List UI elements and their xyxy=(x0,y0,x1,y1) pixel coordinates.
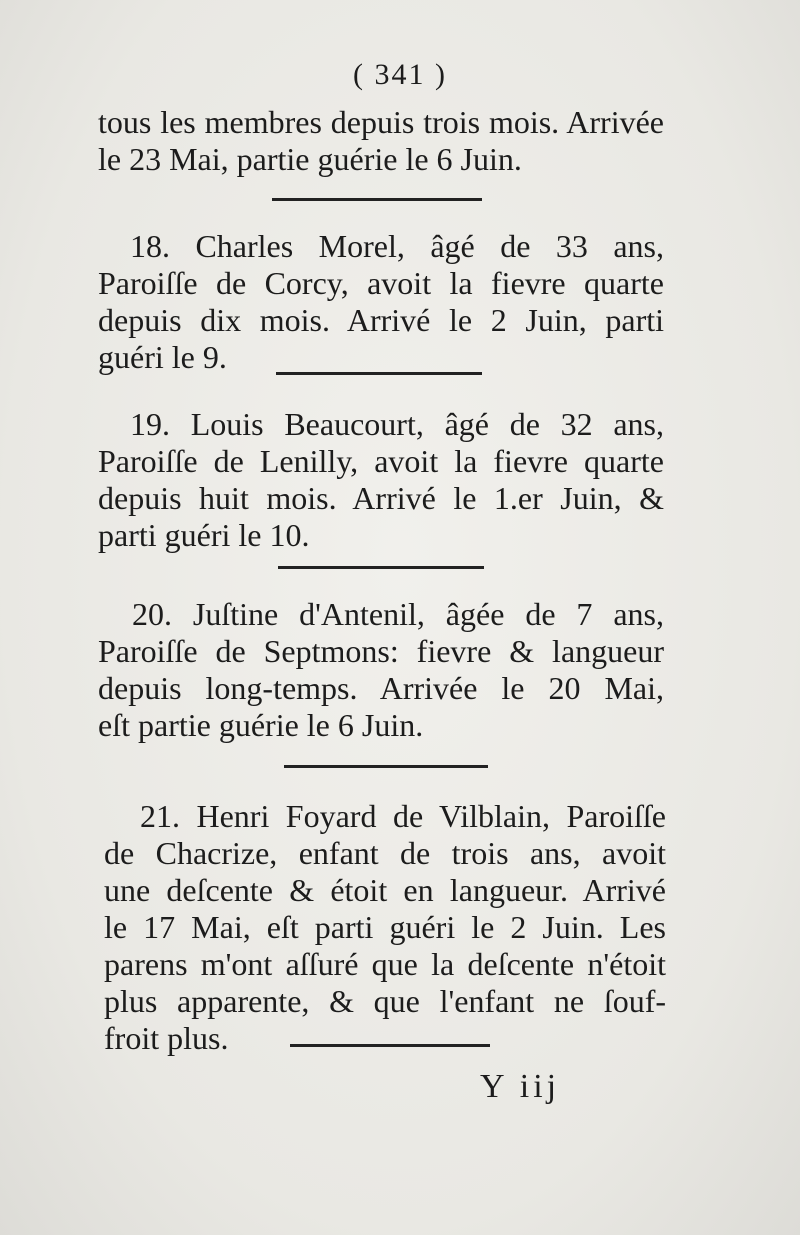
section-divider xyxy=(276,372,482,375)
text-line: Paroiſſe de Lenilly, avoit la fievre quarte xyxy=(98,443,664,479)
text-line: le 23 Mai, partie guérie le 6 Juin. xyxy=(98,141,522,177)
text-line: froit plus. xyxy=(104,1020,229,1056)
text-line: 18. Charles Morel, âgé de 33 ans, xyxy=(130,228,664,264)
text-line: eſt partie guérie le 6 Juin. xyxy=(98,707,424,743)
text-line: depuis huit mois. Arrivé le 1.er Juin, & xyxy=(98,480,664,516)
section-divider xyxy=(290,1044,490,1047)
text-line: de Chacrize, enfant de trois ans, avoit xyxy=(104,835,666,871)
text-line: une deſcente & étoit en langueur. Arrivé xyxy=(104,872,666,908)
section-divider xyxy=(284,765,488,768)
entry-20 xyxy=(98,596,664,744)
entry-21 xyxy=(104,798,666,1057)
text-line: parens m'ont aſſuré que la deſcente n'étoit xyxy=(104,946,666,982)
text-line: depuis long-temps. Arrivée le 20 Mai, xyxy=(98,670,664,706)
text-line: parti guéri le 10. xyxy=(98,517,310,553)
entry-18 xyxy=(98,228,664,376)
text-line: 19. Louis Beaucourt, âgé de 32 ans, xyxy=(130,406,664,442)
text-line: 20. Juſtine d'Antenil, âgée de 7 ans, xyxy=(132,596,664,632)
text-line: tous les membres depuis trois mois. Arrivée xyxy=(98,104,664,140)
text-line: 21. Henri Foyard de Vilblain, Paroiſſe xyxy=(140,798,666,834)
signature-mark: Y iij xyxy=(480,1068,561,1105)
section-divider xyxy=(278,566,484,569)
entry-19 xyxy=(98,406,664,554)
entry-continuation xyxy=(98,104,664,178)
text-line: guéri le 9. xyxy=(98,339,227,375)
section-divider xyxy=(272,198,482,201)
text-line: depuis dix mois. Arrivé le 2 Juin, parti xyxy=(98,302,664,338)
page-number: ( 341 ) xyxy=(353,58,447,91)
text-line: le 17 Mai, eſt parti guéri le 2 Juin. Les xyxy=(104,909,666,945)
text-line: Paroiſſe de Septmons: fievre & langueur xyxy=(98,633,664,669)
text-line: Paroiſſe de Corcy, avoit la fievre quarte xyxy=(98,265,664,301)
text-line: plus apparente, & que l'enfant ne ſouf- xyxy=(104,983,666,1019)
